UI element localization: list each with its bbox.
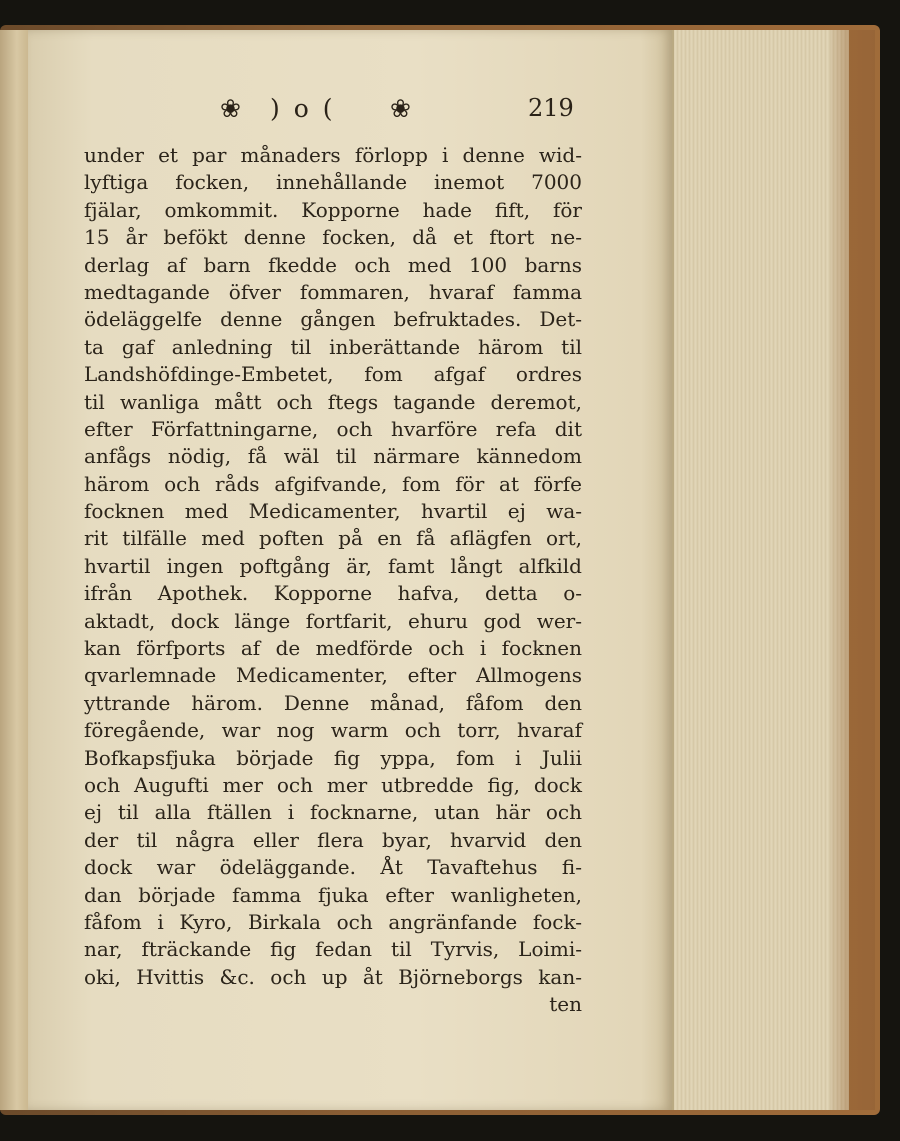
text-line: Bofkapsfjuka började fig yppa, fom i Julii xyxy=(84,745,582,770)
text-line: föregående, war nog warm och torr, hvaraf xyxy=(84,718,582,743)
body-text xyxy=(84,142,582,1019)
text-line: oki, Hvittis &c. och up åt Björneborgs kan- xyxy=(84,964,582,989)
text-line: dock war ödeläggande. Åt Tavaftehus fi- xyxy=(84,855,582,880)
text-line: ifrån Apothek. Kopporne hafva, detta o- xyxy=(84,581,582,606)
left-page-edge xyxy=(0,30,28,1110)
text-line: anfågs nödig, få wäl til närmare kännedom xyxy=(84,444,582,469)
text-line: ej til alla ftällen i focknarne, utan här och xyxy=(84,800,582,825)
text-line: focknen med Medicamenter, hvartil ej wa- xyxy=(84,499,582,524)
binding-shadow xyxy=(830,30,875,1110)
text-line: under et par månaders förlopp i denne wid- xyxy=(84,143,582,167)
text-line: ödeläggelfe denne gången befruktades. Det- xyxy=(84,307,582,332)
text-line: til wanliga mått och ftegs tagande deremot, xyxy=(84,389,582,414)
text-line: Landshöfdinge-Embetet, fom afgaf ordres xyxy=(84,362,582,387)
text-line: rit tilfälle med poften på en få aflägfen ort, xyxy=(84,526,582,551)
text-line: aktadt, dock länge fortfarit, ehuru god wer- xyxy=(84,608,582,633)
text-line: kan förfports af de medförde och i focknen xyxy=(84,636,582,661)
page-number: 219 xyxy=(528,94,574,122)
text-line: lyftiga focken, innehållande inemot 7000 xyxy=(84,170,582,195)
text-line: der til några eller flera byar, hvarvid den xyxy=(84,827,582,852)
page-block-edge xyxy=(672,30,849,1110)
text-line: fjälar, omkommit. Kopporne hade fift, för xyxy=(84,197,582,222)
text-line: derlag af barn fkedde och med 100 barns xyxy=(84,252,582,277)
text-line: efter Författningarne, och hvarföre refa dit xyxy=(84,416,582,441)
text-line: hvartil ingen poftgång är, famt långt alfkild xyxy=(84,553,582,578)
text-line: medtagande öfver fommaren, hvaraf famma xyxy=(84,279,582,304)
flower-ornament-icon: ❀ xyxy=(220,94,241,123)
header-ornament: )o( xyxy=(270,94,347,123)
text-line: qvarlemnade Medicamenter, efter Allmogens xyxy=(84,663,582,688)
text-line: och Augufti mer och mer utbredde fig, dock xyxy=(84,772,582,797)
catchword: ten xyxy=(549,992,582,1017)
flower-ornament-icon: ❀ xyxy=(390,94,411,123)
text-line: yttrande härom. Denne månad, fåfom den xyxy=(84,690,582,715)
text-line: dan började famma fjuka efter wanligheten, xyxy=(84,882,582,907)
text-line: ta gaf anledning til inberättande härom til xyxy=(84,334,582,359)
text-line: 15 år befökt denne focken, då et ftort ne- xyxy=(84,225,582,250)
text-line: härom och råds afgifvande, fom för at förfe xyxy=(84,471,582,496)
text-line: nar, fträckande fig fedan til Tyrvis, Loimi- xyxy=(84,937,582,962)
text-line: fåfom i Kyro, Birkala och angränfande fock- xyxy=(84,909,582,934)
running-header xyxy=(220,90,590,130)
